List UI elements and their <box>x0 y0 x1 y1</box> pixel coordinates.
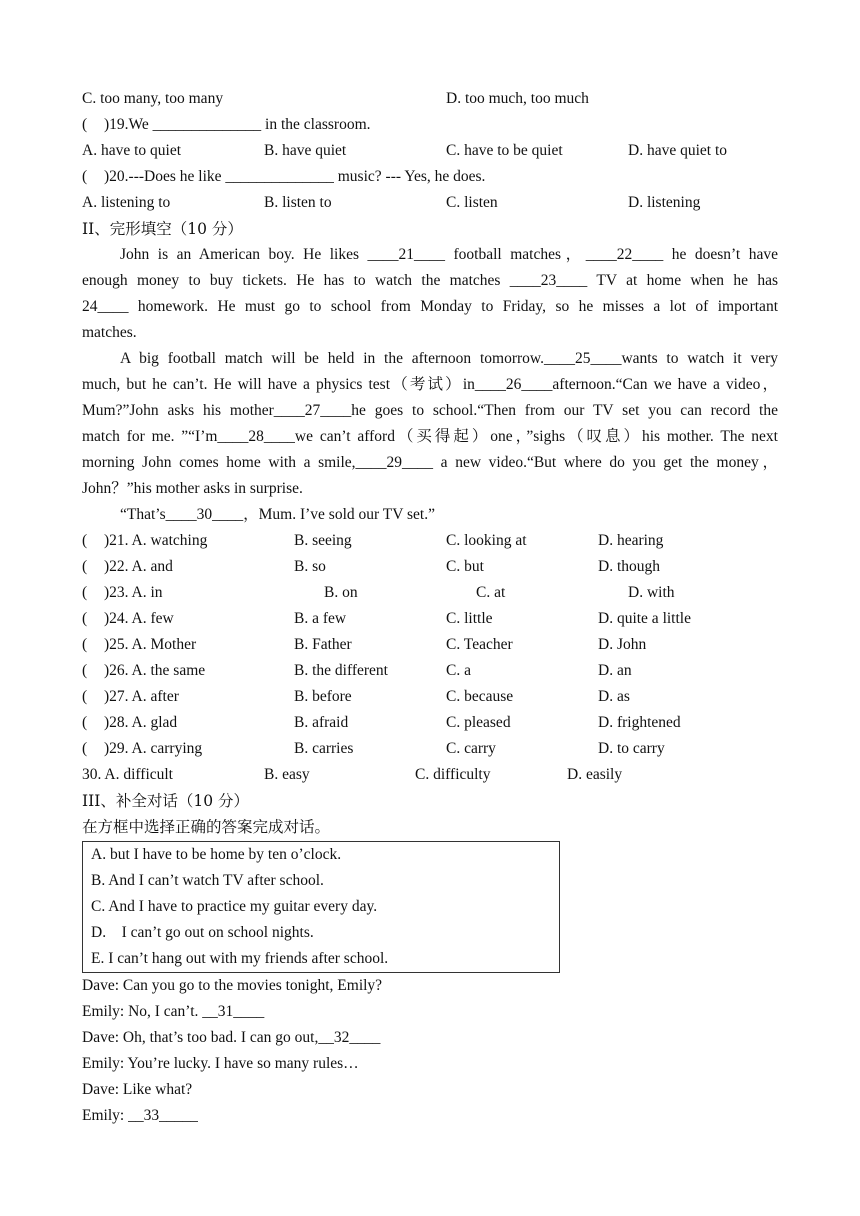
dialogue-line: Emily: No, I can’t. __31____ <box>82 1003 265 1020</box>
option-d: D. frightened <box>598 714 681 731</box>
cloze-question <box>82 580 778 606</box>
option-c: C. a <box>446 662 471 679</box>
passage-line: much, but he can’t. He will have a physics test（考试）in____26____afternoon.“Can we have a video， <box>82 376 778 393</box>
passage-line: A big football match will be held in the afternoon tomorrow.____25____wants to watch it very <box>120 350 778 367</box>
cloze-question <box>82 710 778 736</box>
answer-option: E. I can’t hang out with my friends after school. <box>91 950 389 967</box>
dialogue-line: Emily: You’re lucky. I have so many rules… <box>82 1055 359 1072</box>
passage-line: John is an American boy. He likes ____21____ football matches，____22____ he doesn’t have <box>120 246 778 263</box>
option-c: C. pleased <box>446 714 511 731</box>
option-b: B. have quiet <box>264 142 347 159</box>
passage-line: “That’s____30____，Mum. I’ve sold our TV set.” <box>120 506 435 523</box>
option-c: C. difficulty <box>415 766 491 783</box>
passage-line: match for me. ”“I’m____28____we can’t afford（买得起）one，”sighs（叹息）his mother. The next <box>82 428 778 445</box>
answer-option: B. And I can’t watch TV after school. <box>91 872 324 889</box>
option-b: B. seeing <box>294 532 352 549</box>
passage-line: morning John comes home with a smile,____29____ a new video.“But where do you get the money， <box>82 454 778 471</box>
cloze-question-30 <box>82 762 778 788</box>
cloze-question <box>82 736 778 762</box>
option-b: B. afraid <box>294 714 349 731</box>
answer-option: C. And I have to practice my guitar every day. <box>91 898 378 915</box>
cloze-question <box>82 606 778 632</box>
option-c: C. looking at <box>446 532 527 549</box>
answer-paren: ( <box>82 558 88 575</box>
option-a: 30. A. difficult <box>82 766 173 783</box>
answer-option: A. but I have to be home by ten o’clock. <box>91 846 342 863</box>
option-a: )21. A. watching <box>104 532 208 549</box>
dialogue-line: Dave: Oh, that’s too bad. I can go out,__32____ <box>82 1029 381 1046</box>
option-a: )27. A. after <box>104 688 179 705</box>
answer-paren: ( <box>82 662 88 679</box>
option-a: )26. A. the same <box>104 662 206 679</box>
answer-options-box <box>82 841 560 973</box>
cloze-question <box>82 554 778 580</box>
dialogue-line: Dave: Like what? <box>82 1081 193 1098</box>
option-a: A. listening to <box>82 194 171 211</box>
passage-line: John？”his mother asks in surprise. <box>82 480 303 497</box>
option-c: C. listen <box>446 194 498 211</box>
option-d: D. listening <box>628 194 701 211</box>
answer-paren: ( <box>82 168 88 185</box>
option-d: D. though <box>598 558 660 575</box>
option-d: D. easily <box>567 766 623 783</box>
option-c: C. at <box>476 584 506 601</box>
option-c: C. because <box>446 688 514 705</box>
cloze-question <box>82 658 778 684</box>
option-b: B. listen to <box>264 194 332 211</box>
answer-paren: ( <box>82 584 88 601</box>
answer-paren: ( <box>82 636 88 653</box>
option-a: )25. A. Mother <box>104 636 197 653</box>
answer-option: D. I can’t go out on school nights. <box>91 924 314 941</box>
answer-paren: ( <box>82 116 88 133</box>
option-b: B. a few <box>294 610 347 627</box>
cloze-question <box>82 632 778 658</box>
answer-paren: ( <box>82 610 88 627</box>
answer-paren: ( <box>82 740 88 757</box>
option-c: C. have to be quiet <box>446 142 563 159</box>
option-a: )24. A. few <box>104 610 174 627</box>
option-d: D. to carry <box>598 740 665 757</box>
option-b: B. the different <box>294 662 388 679</box>
section-2-heading: II、完形填空（10 分） <box>82 220 243 238</box>
cloze-question-list <box>82 528 778 788</box>
option-a: )23. A. in <box>104 584 163 601</box>
option-b: B. before <box>294 688 352 705</box>
question-20 <box>82 164 778 190</box>
option-a: A. have to quiet <box>82 142 182 159</box>
option-b: B. so <box>294 558 326 575</box>
option-a: )28. A. glad <box>104 714 178 731</box>
option-c: C. little <box>446 610 493 627</box>
section-3-heading: III、补全对话（10 分） <box>82 792 250 810</box>
option-d: D. John <box>598 636 647 653</box>
option-d: D. have quiet to <box>628 142 728 159</box>
option-b: B. carries <box>294 740 354 757</box>
question-stem: )19.We ______________ in the classroom. <box>104 116 371 133</box>
dialogue-line: Emily: __33_____ <box>82 1107 198 1124</box>
cloze-question <box>82 684 778 710</box>
option-c: C. Teacher <box>446 636 513 653</box>
option-d: D. an <box>598 662 632 679</box>
option-c: C. too many, too many <box>82 90 224 107</box>
passage-line: enough money to buy tickets. He has to watch the matches ____23____ TV at home when he has <box>82 272 778 289</box>
option-b: B. easy <box>264 766 310 783</box>
option-d: D. hearing <box>598 532 664 549</box>
option-d: D. quite a little <box>598 610 691 627</box>
option-a: )22. A. and <box>104 558 173 575</box>
answer-paren: ( <box>82 688 88 705</box>
option-d: D. too much, too much <box>446 90 589 107</box>
option-d: D. as <box>598 688 630 705</box>
option-c: C. carry <box>446 740 496 757</box>
question-stem: )20.---Does he like ______________ music? --- Yes, he does. <box>104 168 486 185</box>
q20-options <box>82 190 778 216</box>
question-19 <box>82 112 778 138</box>
answer-paren: ( <box>82 532 88 549</box>
cloze-passage <box>82 242 778 528</box>
passage-line: Mum?”John asks his mother____27____he goes to school.“Then from our TV set you can record the <box>82 402 778 419</box>
option-c: C. but <box>446 558 484 575</box>
section-3-instruction: 在方框中选择正确的答案完成对话。 <box>82 818 331 836</box>
dialogue <box>82 973 778 1129</box>
worksheet-page <box>82 86 778 1129</box>
option-b: B. Father <box>294 636 352 653</box>
passage-line: matches. <box>82 324 137 341</box>
option-b: B. on <box>324 584 358 601</box>
option-d: D. with <box>628 584 675 601</box>
dialogue-line: Dave: Can you go to the movies tonight, Emily? <box>82 977 383 994</box>
option-a: )29. A. carrying <box>104 740 203 757</box>
answer-paren: ( <box>82 714 88 731</box>
passage-line: 24____ homework. He must go to school from Monday to Friday, so he misses a lot of important <box>82 298 778 315</box>
q18-options <box>82 86 778 112</box>
q19-options <box>82 138 778 164</box>
cloze-question <box>82 528 778 554</box>
